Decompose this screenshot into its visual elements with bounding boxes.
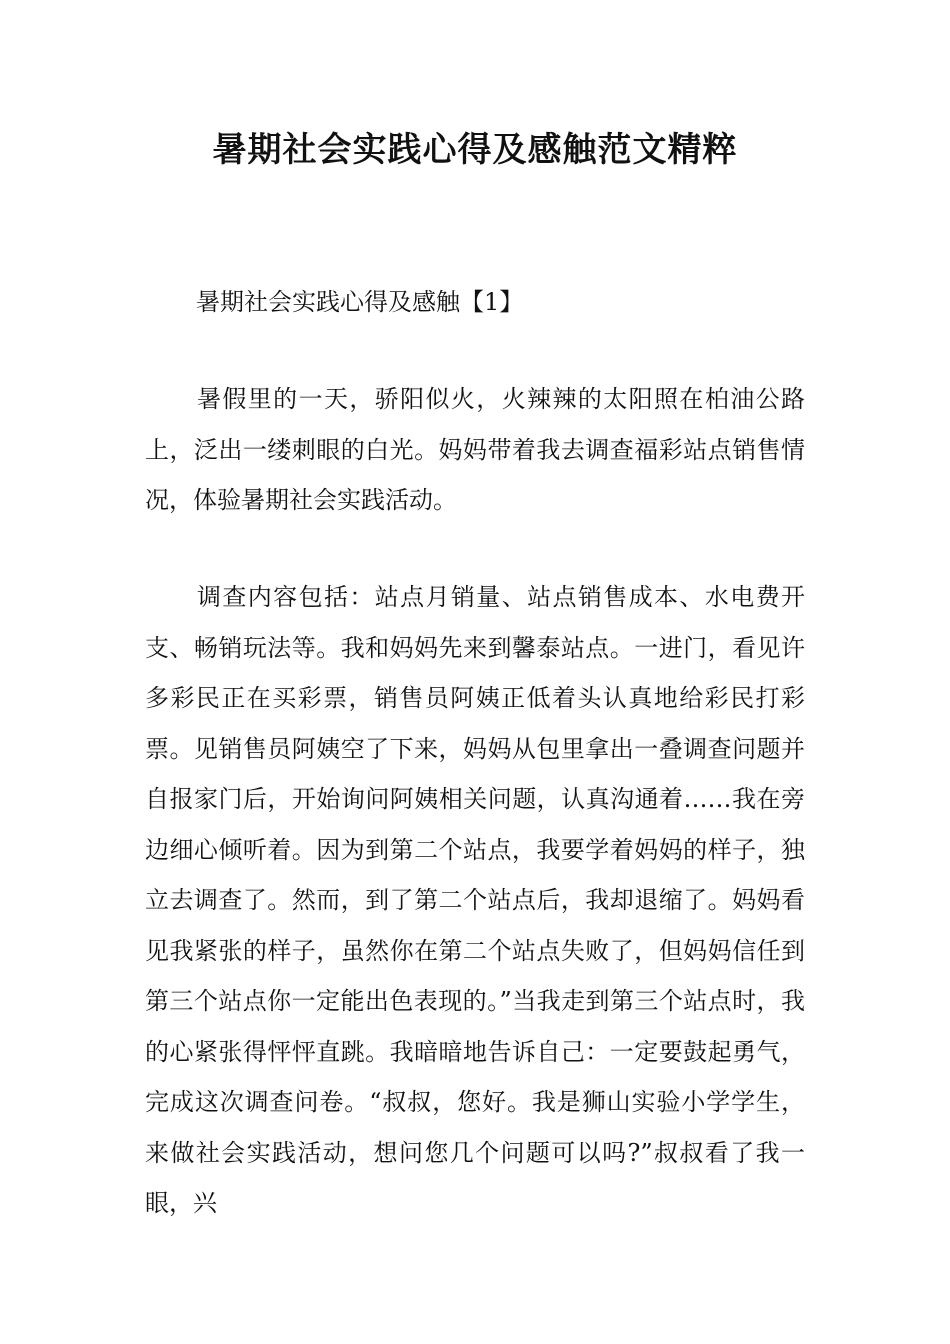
body-paragraph-1: 暑假里的一天，骄阳似火，火辣辣的太阳照在柏油公路上，泛出一缕刺眼的白光。妈妈带着我去调查福彩站点销售情况，体验暑期社会实践活动。	[145, 385, 805, 514]
document-title: 暑期社会实践心得及感触范文精粹	[212, 130, 738, 170]
body-paragraph-2: 调查内容包括：站点月销量、站点销售成本、水电费开支、畅销玩法等。我和妈妈先来到馨泰站点。一进门，看见许多彩民正在买彩票，销售员阿姨正低着头认真地给彩民打彩票。见销售员阿姨空了下来，妈妈从包里拿出一叠调查问题并自报家门后，开始询问阿姨相关问题，认真沟通着……我在旁边细心倾听着。因为到第二个站点，我要学着妈妈的样子，独立去调查了。然而，到了第二个站点后，我却退缩了。妈妈看见我紧张的样子，虽然你在第二个站点失败了，但妈妈信任到第三个站点你一定能出色表现的。”当我走到第三个站点时，我的心紧张得怦怦直跳。我暗暗地告诉自己：一定要鼓起勇气，完成这次调查问卷。“叔叔，您好。我是狮山实验小学学生，来做社会实践活动，想问您几个问题可以吗?”叔叔看了我一眼，兴	[145, 583, 805, 1217]
section-heading: 暑期社会实践心得及感触【1】	[196, 288, 524, 316]
